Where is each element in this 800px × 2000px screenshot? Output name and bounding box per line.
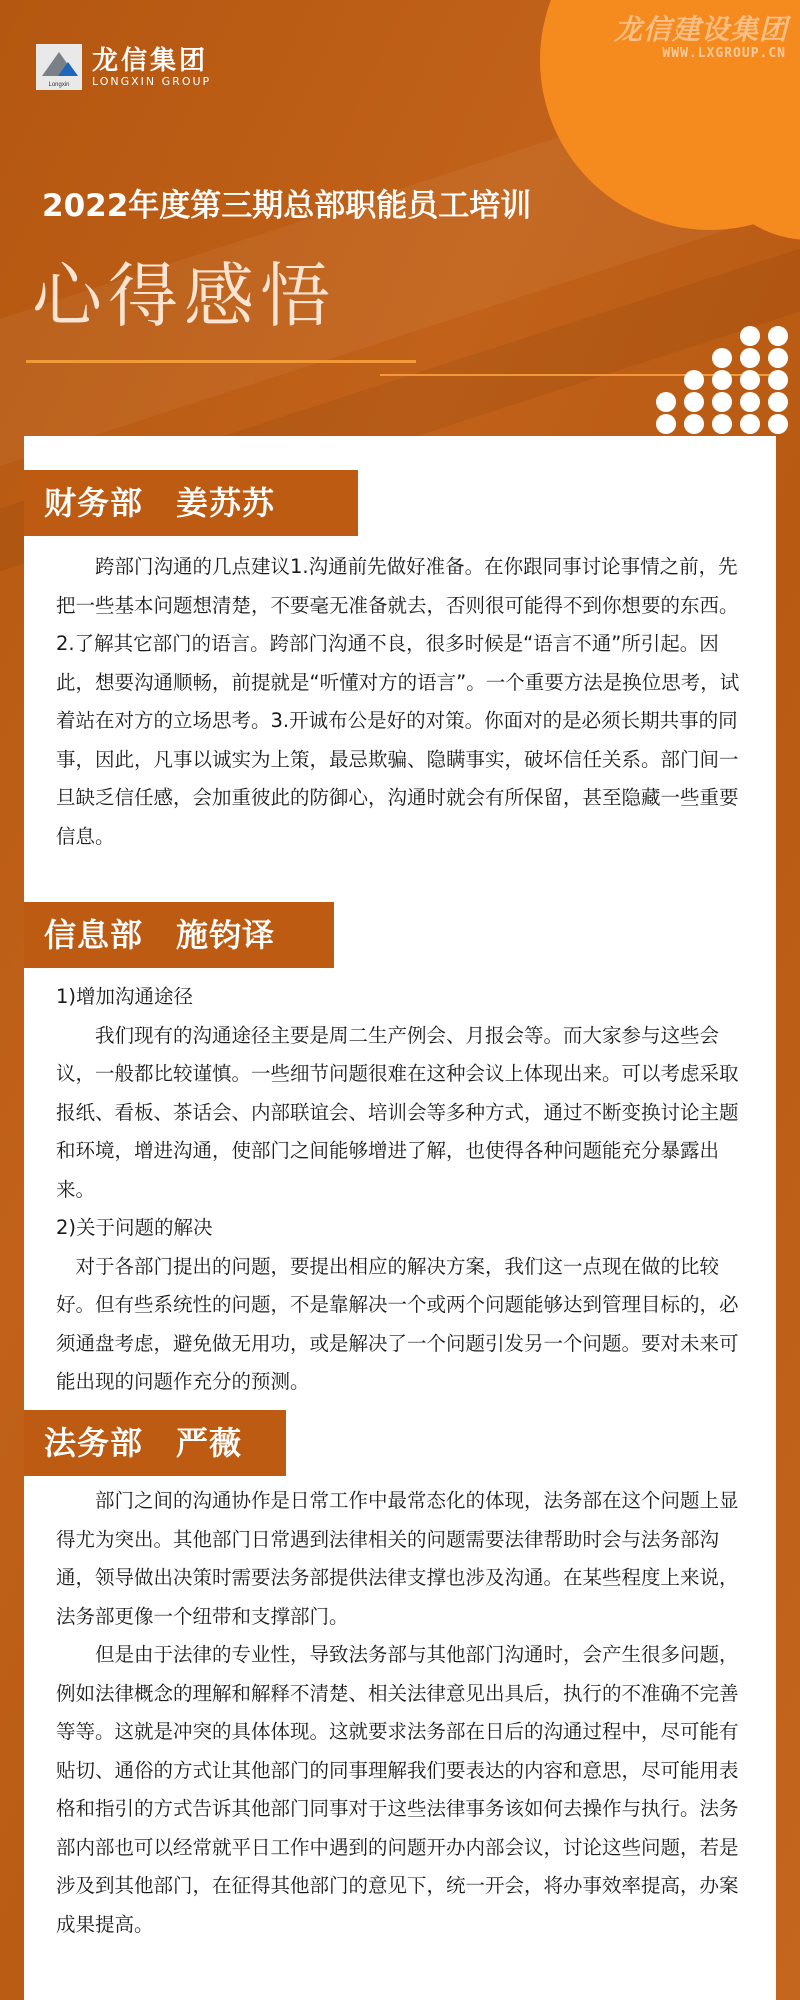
logo-name-cn: 龙信集团 [92,45,209,76]
decorative-dot [740,348,760,368]
page-subtitle: 心得感悟 [32,255,336,337]
subheading: 1)增加沟通途径 [56,985,194,1008]
decorative-dot [684,392,704,412]
section-body [56,548,746,856]
paragraph: 对于各部门提出的问题，要提出相应的解决方案，我们这一点现在做的比较好。但有些系统性的问题，不是靠解决一个或两个问题能够达到管理目标的，必须通盘考虑，避免做无用功，或是解决了一个问题引发另一个问题。要对未来可能出现的问题作充分的预测。 [56,1254,739,1393]
decorative-dot [768,326,788,346]
section-heading: 信息部 施钧译 [24,902,334,968]
decorative-dot [712,414,732,434]
section-heading: 法务部 严薇 [24,1410,286,1476]
watermark-company: 龙信建设集团 [613,13,788,46]
decorative-dot [768,370,788,390]
subheading: 2)关于问题的解决 [56,1216,213,1239]
decorative-dot [712,392,732,412]
decorative-dot [656,414,676,434]
section-body [56,1482,746,1944]
decorative-dot [684,414,704,434]
paragraph: 我们现有的沟通途径主要是周二生产例会、月报会等。而大家参与这些会议，一般都比较谨慎。一些细节问题很难在这种会议上体现出来。可以考虑采取报纸、看板、茶话会、内部联谊会、培训会等多种方式，通过不断变换讨论主题和环境，增进沟通，使部门之间能够增进了解，也使得各种问题能充分暴露出来。 [56,1023,739,1201]
watermark-url: WWW.LXGROUP.CN [662,46,786,61]
logo-name-en: LONGXIN GROUP [92,74,212,88]
content-card [24,436,776,2000]
decorative-dot [740,326,760,346]
decorative-dot [768,414,788,434]
decorative-dot [740,392,760,412]
decorative-dots [656,326,800,436]
section-body [56,978,746,1402]
decorative-dot [656,392,676,412]
decorative-dot [740,370,760,390]
logo-mark-text: Longxin [48,82,70,88]
decorative-dot [768,348,788,368]
paragraph: 部门之间的沟通协作是日常工作中最常态化的体现，法务部在这个问题上显得尤为突出。其他部门日常遇到法律相关的问题需要法律帮助时会与法务部沟通，领导做出决策时需要法务部提供法律支撑也涉及沟通。在某些程度上来说，法务部更像一个纽带和支撑部门。 [56,1489,739,1628]
decorative-dot [712,370,732,390]
decorative-dot [768,392,788,412]
divider [26,360,416,363]
section-heading: 财务部 姜苏苏 [24,470,358,536]
paragraph: 但是由于法律的专业性，导致法务部与其他部门沟通时，会产生很多问题，例如法律概念的理解和解释不清楚、相关法律意见出具后，执行的不准确不完善等等。这就是冲突的具体体现。这就要求法务部在日后的沟通过程中，尽可能有贴切、通俗的方式让其他部门的同事理解我们要表达的内容和意思，尽可能用表格和指引的方式告诉其他部门同事对于这些法律事务该如何去操作与执行。法务部内部也可以经常就平日工作中遇到的问题开办内部会议，讨论这些问题，若是涉及到其他部门，在征得其他部门的意见下，统一开会，将办事效率提高，办案成果提高。 [56,1643,739,1936]
decorative-dot [740,414,760,434]
logo-mark-icon [36,44,82,90]
page-title: 2022年度第三期总部职能员工培训 [42,188,532,224]
decorative-dot [684,370,704,390]
decorative-dot [712,348,732,368]
company-logo [36,44,211,90]
paragraph: 跨部门沟通的几点建议1.沟通前先做好准备。在你跟同事讨论事情之前，先把一些基本问题想清楚，不要毫无准备就去，否则很可能得不到你想要的东西。2.了解其它部门的语言。跨部门沟通不良，很多时候是“语言不通”所引起。因此，想要沟通顺畅，前提就是“听懂对方的语言”。一个重要方法是换位思考，试着站在对方的立场思考。3.开诚布公是好的对策。你面对的是必须长期共事的同事，因此，凡事以诚实为上策，最忌欺骗、隐瞒事实，破坏信任关系。部门间一旦缺乏信任感，会加重彼此的防御心，沟通时就会有所保留，甚至隐藏一些重要信息。 [56,555,740,848]
